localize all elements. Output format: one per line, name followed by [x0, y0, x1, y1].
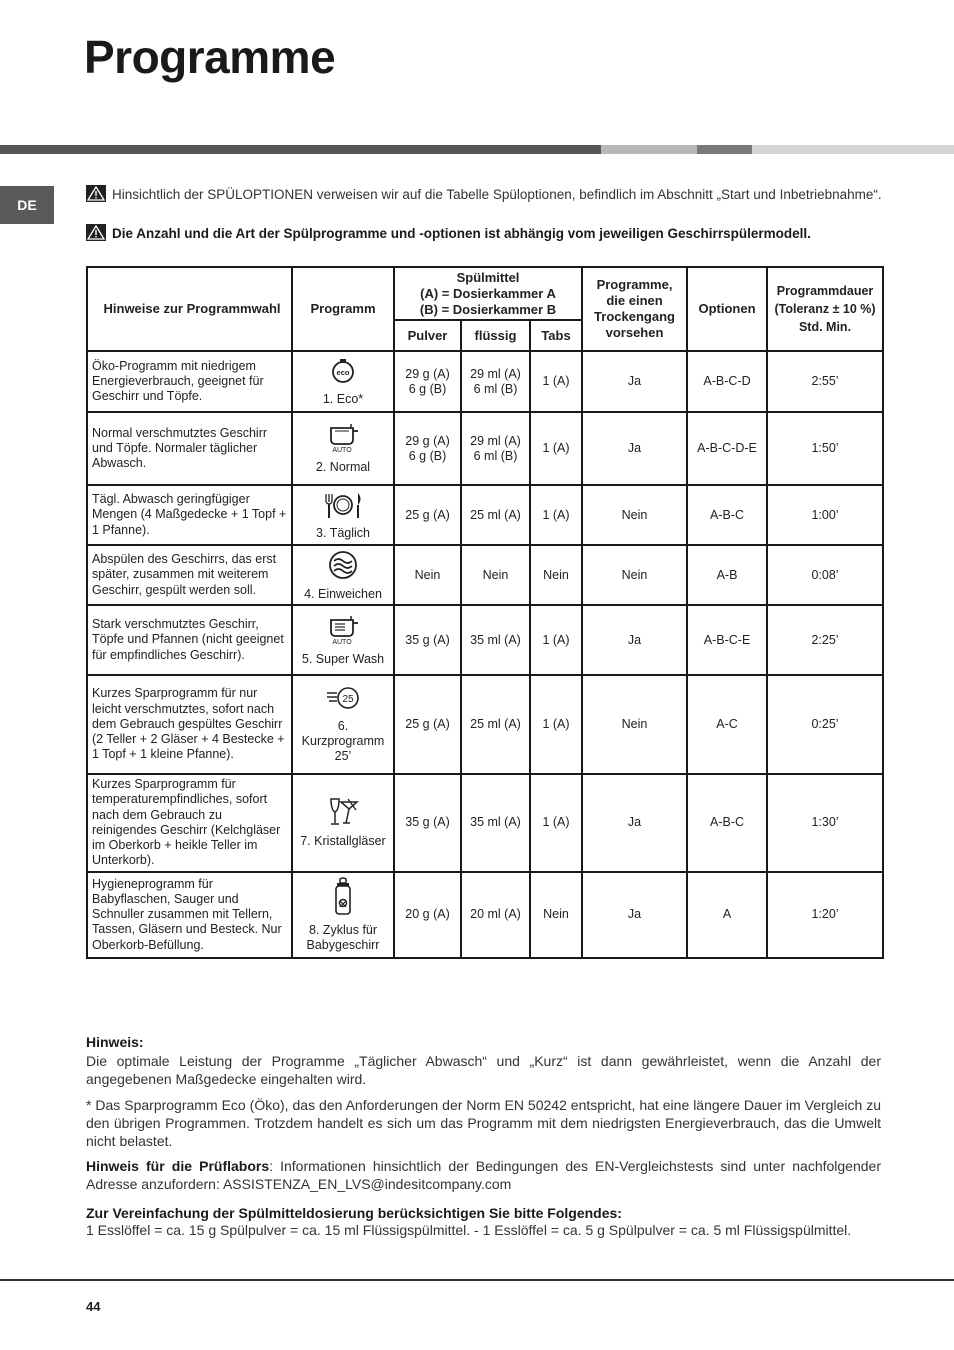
svg-text:25: 25: [342, 694, 354, 705]
row-drying: Ja: [582, 872, 687, 958]
row-duration: 0:08’: [767, 545, 883, 605]
row-liquid: 35 ml (A): [461, 774, 530, 872]
row-tabs: 1 (A): [530, 774, 582, 872]
row-duration: 1:00’: [767, 485, 883, 545]
svg-text:AUTO: AUTO: [332, 447, 352, 454]
header-bar-light: [601, 145, 697, 154]
options-note: [86, 185, 886, 203]
header-detergent-title: Spülmittel: [456, 269, 520, 285]
header-detergent: [394, 267, 582, 320]
row-hint: Stark verschmutztes Geschirr, Töpfe und Pfannen (nicht geeignet für empfindliches Geschirr).: [87, 605, 292, 675]
warning-icon: [86, 185, 106, 202]
row-program-name: 1. Eco*: [322, 392, 364, 406]
model-note: [86, 224, 886, 242]
header-duration: [767, 267, 883, 351]
header-options: Optionen: [687, 267, 767, 351]
row-powder: 29 g (A) 6 g (B): [394, 351, 461, 412]
header-bar-pale: [752, 145, 954, 154]
header-drying-line: Trockengang: [594, 309, 675, 324]
row-duration: 1:50’: [767, 412, 883, 485]
program-table: [86, 266, 884, 959]
row-drying: Nein: [582, 545, 687, 605]
row-duration: 2:55’: [767, 351, 883, 412]
eco-icon: [295, 356, 391, 390]
header-tabs: Tabs: [530, 320, 582, 351]
row-options: A: [687, 872, 767, 958]
hinweis-heading: Hinweis:: [86, 1034, 144, 1050]
row-powder: 20 g (A): [394, 872, 461, 958]
row-program: [292, 774, 394, 872]
row-program-name: 3. Täglich: [316, 525, 370, 540]
table-row: [87, 872, 883, 958]
table-row: [87, 605, 883, 675]
row-tabs: Nein: [530, 545, 582, 605]
row-liquid: 25 ml (A): [461, 485, 530, 545]
row-program-name: 2. Normal: [315, 460, 371, 474]
row-drying: Ja: [582, 774, 687, 872]
row-powder: 29 g (A) 6 g (B): [394, 412, 461, 485]
row-program-name: 7. Kristallgläser: [300, 834, 386, 849]
eco-footnote: * Das Sparprogramm Eco (Öko), das den Anforderungen der Norm EN 50242 entspricht, hat eine längere Dauer im Vergleich zu den übrigen Programmen. Trotzdem handelt es sich um das Programm mit dem niedrigsten Energieverbrauch, das die Umwelt nicht belastet.: [86, 1097, 881, 1149]
baby-bottle-icon: [295, 877, 391, 921]
row-duration: 0:25’: [767, 675, 883, 774]
model-note-text: Die Anzahl und die Art der Spülprogramme und -optionen ist abhängig vom jeweiligen Geschirrspülermodell.: [112, 226, 811, 241]
row-powder: Nein: [394, 545, 461, 605]
language-tab: DE: [0, 186, 54, 224]
row-liquid: 29 ml (A) 6 ml (B): [461, 412, 530, 485]
header-drying-line: Programme,: [596, 277, 673, 292]
row-liquid: 29 ml (A) 6 ml (B): [461, 351, 530, 412]
row-drying: Ja: [582, 351, 687, 412]
row-hint: Kurzes Sparprogramm für temperaturempfindliches, sofort nach dem Gebrauch zu reinigendes Geschirr (Kelchgläser im Oberkorb + heikle Teller im Unterkorb).: [87, 774, 292, 872]
row-program: [292, 412, 394, 485]
normal-auto-icon: [295, 422, 391, 458]
row-drying: Nein: [582, 485, 687, 545]
header-drying: [582, 267, 687, 351]
row-program-name: 4. Einweichen: [304, 586, 382, 601]
row-program-name: 5. Super Wash: [301, 651, 385, 666]
row-liquid: 25 ml (A): [461, 675, 530, 774]
header-detergent-a: (A) = Dosierkammer A: [420, 285, 556, 301]
row-options: A-B-C-D-E: [687, 412, 767, 485]
row-program: [292, 545, 394, 605]
soak-icon: [295, 549, 391, 585]
row-program-name: 6. Kurzprogramm 25’: [301, 719, 385, 763]
row-hint: Öko-Programm mit niedrigem Energieverbrauch, geeignet für Geschirr und Töpfe.: [87, 351, 292, 412]
footer-rule: [0, 1279, 954, 1281]
row-duration: 1:30’: [767, 774, 883, 872]
row-options: A-B-C: [687, 774, 767, 872]
header-duration-line: (Toleranz ± 10 %): [774, 302, 876, 316]
header-drying-line: die einen: [606, 293, 663, 308]
header-program: Programm: [292, 267, 394, 351]
header-duration-line: Programmdauer: [776, 284, 874, 298]
row-program: [292, 675, 394, 774]
row-powder: 35 g (A): [394, 774, 461, 872]
row-powder: 35 g (A): [394, 605, 461, 675]
row-liquid: 35 ml (A): [461, 605, 530, 675]
warning-icon: [86, 224, 106, 241]
row-tabs: 1 (A): [530, 675, 582, 774]
dosage-heading: Zur Vereinfachung der Spülmitteldosierung berücksichtigen Sie bitte Folgendes:: [86, 1205, 622, 1221]
row-hint: Kurzes Sparprogramm für nur leicht verschmutztes, sofort nach dem Gebrauch gespültes Geschirr (2 Teller + 2 Gläser + 4 Bestecke + 1 Topf + 1 kleine Pfanne).: [87, 675, 292, 774]
header-bar-dark: [0, 145, 601, 154]
row-liquid: 20 ml (A): [461, 872, 530, 958]
crystal-glass-icon: [295, 796, 391, 832]
lab-note-label: Hinweis für die Prüflabors: [86, 1158, 270, 1174]
row-powder: 25 g (A): [394, 675, 461, 774]
table-row: [87, 485, 883, 545]
table-row: [87, 675, 883, 774]
header-duration-line: Std. Min.: [798, 320, 852, 334]
row-program: [292, 351, 394, 412]
row-tabs: 1 (A): [530, 412, 582, 485]
row-duration: 1:20’: [767, 872, 883, 958]
header-drying-line: vorsehen: [605, 325, 664, 340]
row-hint: Tägl. Abwasch geringfügiger Mengen (4 Maßgedecke + 1 Topf + 1 Pfanne).: [87, 485, 292, 545]
row-drying: Ja: [582, 412, 687, 485]
row-duration: 2:25’: [767, 605, 883, 675]
row-drying: Ja: [582, 605, 687, 675]
row-program: [292, 872, 394, 958]
lab-note: [86, 1157, 881, 1193]
page-title: Programme: [84, 31, 336, 83]
row-options: A-C: [687, 675, 767, 774]
row-drying: Nein: [582, 675, 687, 774]
header-powder: Pulver: [394, 320, 461, 351]
table-row: [87, 351, 883, 412]
super-wash-auto-icon: [295, 614, 391, 650]
row-program: [292, 485, 394, 545]
row-program-name: 8. Zyklus für Babygeschirr: [306, 922, 380, 952]
row-tabs: 1 (A): [530, 485, 582, 545]
header-detergent-b: (B) = Dosierkammer B: [419, 301, 557, 317]
lab-note-text: : Informationen hinsichtlich der Bedingungen des EN-Vergleichstests sind unter nachfolgender Adresse anzufordern: ASSISTENZA_EN_LVS@indesitcompany.com: [86, 1158, 881, 1192]
row-hint: Normal verschmutztes Geschirr und Töpfe. Normaler täglicher Abwasch.: [87, 412, 292, 485]
row-powder: 25 g (A): [394, 485, 461, 545]
row-tabs: 1 (A): [530, 605, 582, 675]
hinweis-text: Die optimale Leistung der Programme „Täglicher Abwasch“ und „Kurz“ ist dann gewährleistet, wenn die Anzahl der angegebenen Maßgedecke eingehalten wird.: [86, 1053, 881, 1087]
svg-text:eco: eco: [336, 368, 350, 377]
row-tabs: 1 (A): [530, 351, 582, 412]
table-row: [87, 545, 883, 605]
header-bar-mid: [697, 145, 752, 154]
table-row: [87, 412, 883, 485]
row-tabs: Nein: [530, 872, 582, 958]
dosage-text: 1 Esslöffel = ca. 15 g Spülpulver = ca. 15 ml Flüssigspülmittel. - 1 Esslöffel = ca. 5 g Spülpulver = ca. 5 ml Flüssigspülmittel.: [86, 1222, 852, 1238]
header-liquid: flüssig: [461, 320, 530, 351]
daily-cutlery-icon: [295, 490, 391, 524]
row-options: A-B-C-E: [687, 605, 767, 675]
row-options: A-B-C: [687, 485, 767, 545]
quick-25-icon: [295, 685, 391, 717]
row-options: A-B-C-D: [687, 351, 767, 412]
table-row: [87, 774, 883, 872]
row-program: [292, 605, 394, 675]
row-liquid: Nein: [461, 545, 530, 605]
row-hint: Abspülen des Geschirrs, das erst später, zusammen mit weiterem Geschirr, gespült werden soll.: [87, 545, 292, 605]
page-number: 44: [86, 1299, 101, 1314]
svg-text:AUTO: AUTO: [332, 638, 352, 646]
row-options: A-B: [687, 545, 767, 605]
header-hint: Hinweise zur Programmwahl: [87, 267, 292, 351]
row-hint: Hygieneprogramm für Babyflaschen, Sauger und Schnuller zusammen mit Tellern, Tassen, Gläsern und Besteck. Nur Oberkorb-Befüllung.: [87, 872, 292, 958]
options-note-text: Hinsichtlich der SPÜLOPTIONEN verweisen wir auf die Tabelle Spüloptionen, befindlich im Abschnitt „Start und Inbetriebnahme“.: [112, 187, 882, 202]
